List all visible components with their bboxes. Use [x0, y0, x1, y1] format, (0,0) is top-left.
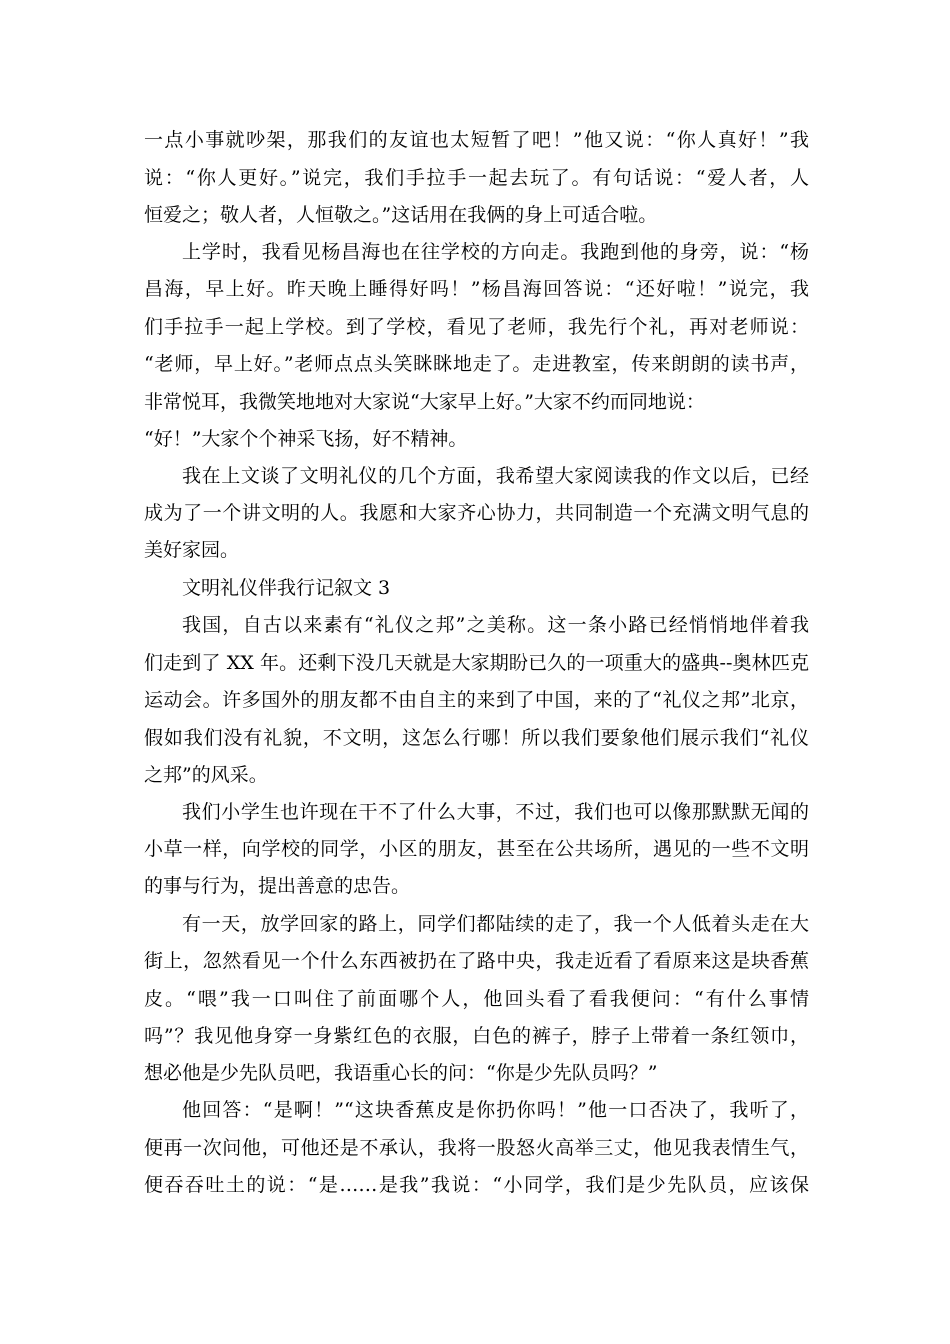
text-line: 便吞吞吐土的说：“是……是我”我说：“小同学，我们是少先队员，应该保 [144, 1174, 809, 1196]
text-line: 想必他是少先队员吧，我语重心长的问：“你是少先队员吗？” [144, 1062, 658, 1084]
text-line: 非常悦耳，我微笑地地对大家说“大家早上好。”大家不约而同地说： [144, 391, 705, 413]
text-line: 恒爱之；敬人者，人恒敬之。”这话用在我俩的身上可适合啦。 [144, 204, 658, 226]
text-line: 说：“你人更好。”说完，我们手拉手一起去玩了。有句话说：“爱人者，人 [144, 167, 809, 189]
text-line: “老师，早上好。”老师点点头笑眯眯地走了。走进教室，传来朗朗的读书声， [144, 353, 809, 375]
text-line: 昌海，早上好。昨天晚上睡得好吗！”杨昌海回答说：“还好啦！”说完，我 [144, 278, 809, 300]
text-line: “好！”大家个个神采飞扬，好不精神。 [144, 428, 468, 450]
paragraph-first-line: 我在上文谈了文明礼仪的几个方面，我希望大家阅读我的作文以后，已经 [182, 465, 809, 487]
text-line: 美好家园。 [144, 539, 240, 561]
text-line: 的事与行为，提出善意的忠告。 [144, 875, 411, 897]
text-line: 皮。“喂”我一口叫住了前面哪个人，他回头看了看我便问：“有什么事情 [144, 988, 809, 1010]
text-line: 一点小事就吵架，那我们的友谊也太短暂了吧！”他又说：“你人真好！”我 [144, 129, 809, 151]
text-line: 小草一样，向学校的同学，小区的朋友，甚至在公共场所，遇见的一些不文明 [144, 838, 809, 860]
paragraph-first-line: 我国，自古以来素有“礼仪之邦”之美称。这一条小路已经悄悄地伴着我 [182, 614, 809, 636]
text-line: 假如我们没有礼貌，不文明，这怎么行哪！所以我们要象他们展示我们“礼仪 [144, 727, 809, 749]
text-line: 吗”？我见他身穿一身紫红色的衣服，白色的裤子，脖子上带着一条红领巾， [144, 1025, 809, 1047]
paragraph-first-line: 他回答：“是啊！”“这块香蕉皮是你扔你吗！”他一口否决了，我听了， [182, 1099, 809, 1121]
text-line: 们手拉手一起上学校。到了学校，看见了老师，我先行个礼，再对老师说： [144, 316, 809, 338]
paragraph-first-line: 上学时，我看见杨昌海也在往学校的方向走。我跑到他的身旁，说：“杨 [182, 241, 809, 263]
text-line: 运动会。许多国外的朋友都不由自主的来到了中国，来的了“礼仪之邦”北京， [144, 689, 809, 711]
text-line: 之邦”的风采。 [144, 764, 268, 786]
text-line: 街上，忽然看见一个什么东西被扔在了路中央，我走近看了看原来这是块香蕉 [144, 950, 809, 972]
text-line: 成为了一个讲文明的人。我愿和大家齐心协力，共同制造一个充满文明气息的 [144, 502, 809, 524]
text-line: 便再一次问他，可他还是不承认，我将一股怒火高举三丈，他见我表情生气， [144, 1137, 809, 1159]
text-line: 们走到了 XX 年。还剩下没几天就是大家期盼已久的一项重大的盛典--奥林匹克 [144, 652, 809, 674]
paragraph-first-line: 我们小学生也许现在干不了什么大事，不过，我们也可以像那默默无闻的 [182, 801, 809, 823]
section-heading: 文明礼仪伴我行记叙文 3 [182, 577, 391, 599]
paragraph-first-line: 有一天，放学回家的路上，同学们都陆续的走了，我一个人低着头走在大 [182, 913, 809, 935]
